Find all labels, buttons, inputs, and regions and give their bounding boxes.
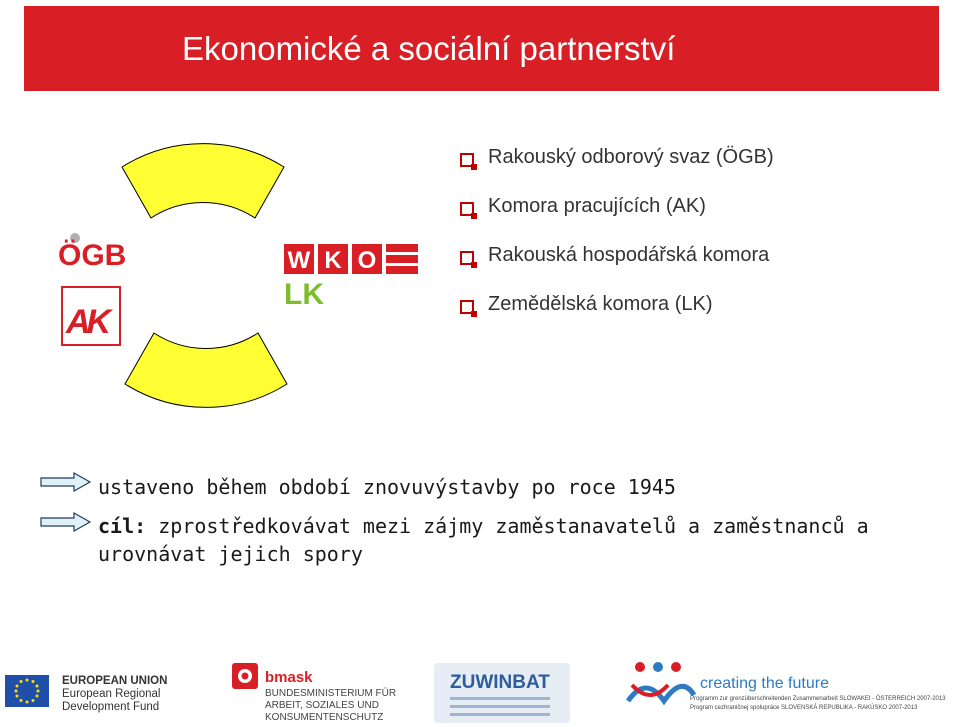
note-goal-label: cíl:: [98, 514, 147, 538]
ak-logo: [62, 287, 120, 345]
list-item: [460, 293, 774, 342]
eu-flag-icon: [5, 675, 49, 707]
wko-letter-k: K: [324, 247, 342, 274]
list-item: [460, 244, 774, 293]
square-bullet-icon: [460, 300, 474, 314]
bmask-name: bmask: [265, 669, 313, 686]
partnership-diagram: [0, 120, 440, 420]
ctf-line2: Program cezhraničnej spolupráce SLOVENSKÁ REPUBLIKA - RAKÚSKO 2007-2013: [690, 705, 918, 711]
organization-list: [460, 146, 774, 342]
square-bullet-icon: [460, 202, 474, 216]
list-item: [460, 146, 774, 195]
page-title: Ekonomické a sociální partnerství: [182, 30, 676, 67]
arrow-right-icon: [40, 512, 92, 532]
eu-line3: Development Fund: [62, 701, 160, 713]
ogb-logo-text: ÖGB: [58, 239, 127, 272]
square-bullet-icon: [460, 153, 474, 167]
ogb-logo: [58, 233, 126, 272]
lk-logo-text: LK: [284, 278, 324, 311]
eu-line2: European Regional: [62, 688, 161, 700]
list-item-label: Komora pracujících (AK): [488, 195, 706, 217]
footer-logos: [0, 655, 960, 727]
bmask-line3: KONSUMENTENSCHUTZ: [265, 712, 384, 723]
list-item: [460, 195, 774, 244]
zuwinbat-logo: [434, 663, 570, 723]
bmask-line1: BUNDESMINISTERIUM FÜR: [265, 688, 397, 699]
wko-letter-w: W: [287, 247, 311, 274]
bottom-arc-segment: [125, 333, 287, 407]
square-bullet-icon: [460, 251, 474, 265]
bmask-line2: ARBEIT, SOZIALES UND: [265, 700, 379, 711]
wko-letter-o: O: [357, 247, 377, 274]
eu-line1: EUROPEAN UNION: [62, 675, 168, 687]
list-item-label: Rakouská hospodářská komora: [488, 244, 770, 266]
note-goal-line1: [98, 514, 869, 538]
lk-logo: [284, 278, 324, 311]
ak-logo-text: AK: [66, 303, 108, 341]
note-goal-line2: urovnávat jejich spory: [98, 542, 363, 566]
bmask-logo-icon: [232, 663, 258, 689]
list-item-label: Rakouský odborový svaz (ÖGB): [488, 146, 774, 168]
note-goal-text: zprostředkovávat mezi zájmy zaměstanavatelů a zaměstnanců a: [158, 514, 869, 538]
wko-logo: [284, 244, 418, 274]
ctf-line1: Programm zur grenzüberschreitenden Zusammenarbeit SLOWAKEI - ÖSTERREICH 2007-2013: [690, 696, 946, 702]
creating-the-future-logo-icon: [628, 662, 694, 701]
note-established: ustaveno během období znovuvýstavby po roce 1945: [98, 475, 676, 499]
list-item-label: Zemědělská komora (LK): [488, 293, 713, 315]
ctf-title: creating the future: [700, 675, 829, 692]
top-arc-segment: [122, 144, 284, 218]
arrow-right-icon: [40, 472, 92, 492]
zuwinbat-text: ZUWINBAT: [450, 672, 550, 693]
